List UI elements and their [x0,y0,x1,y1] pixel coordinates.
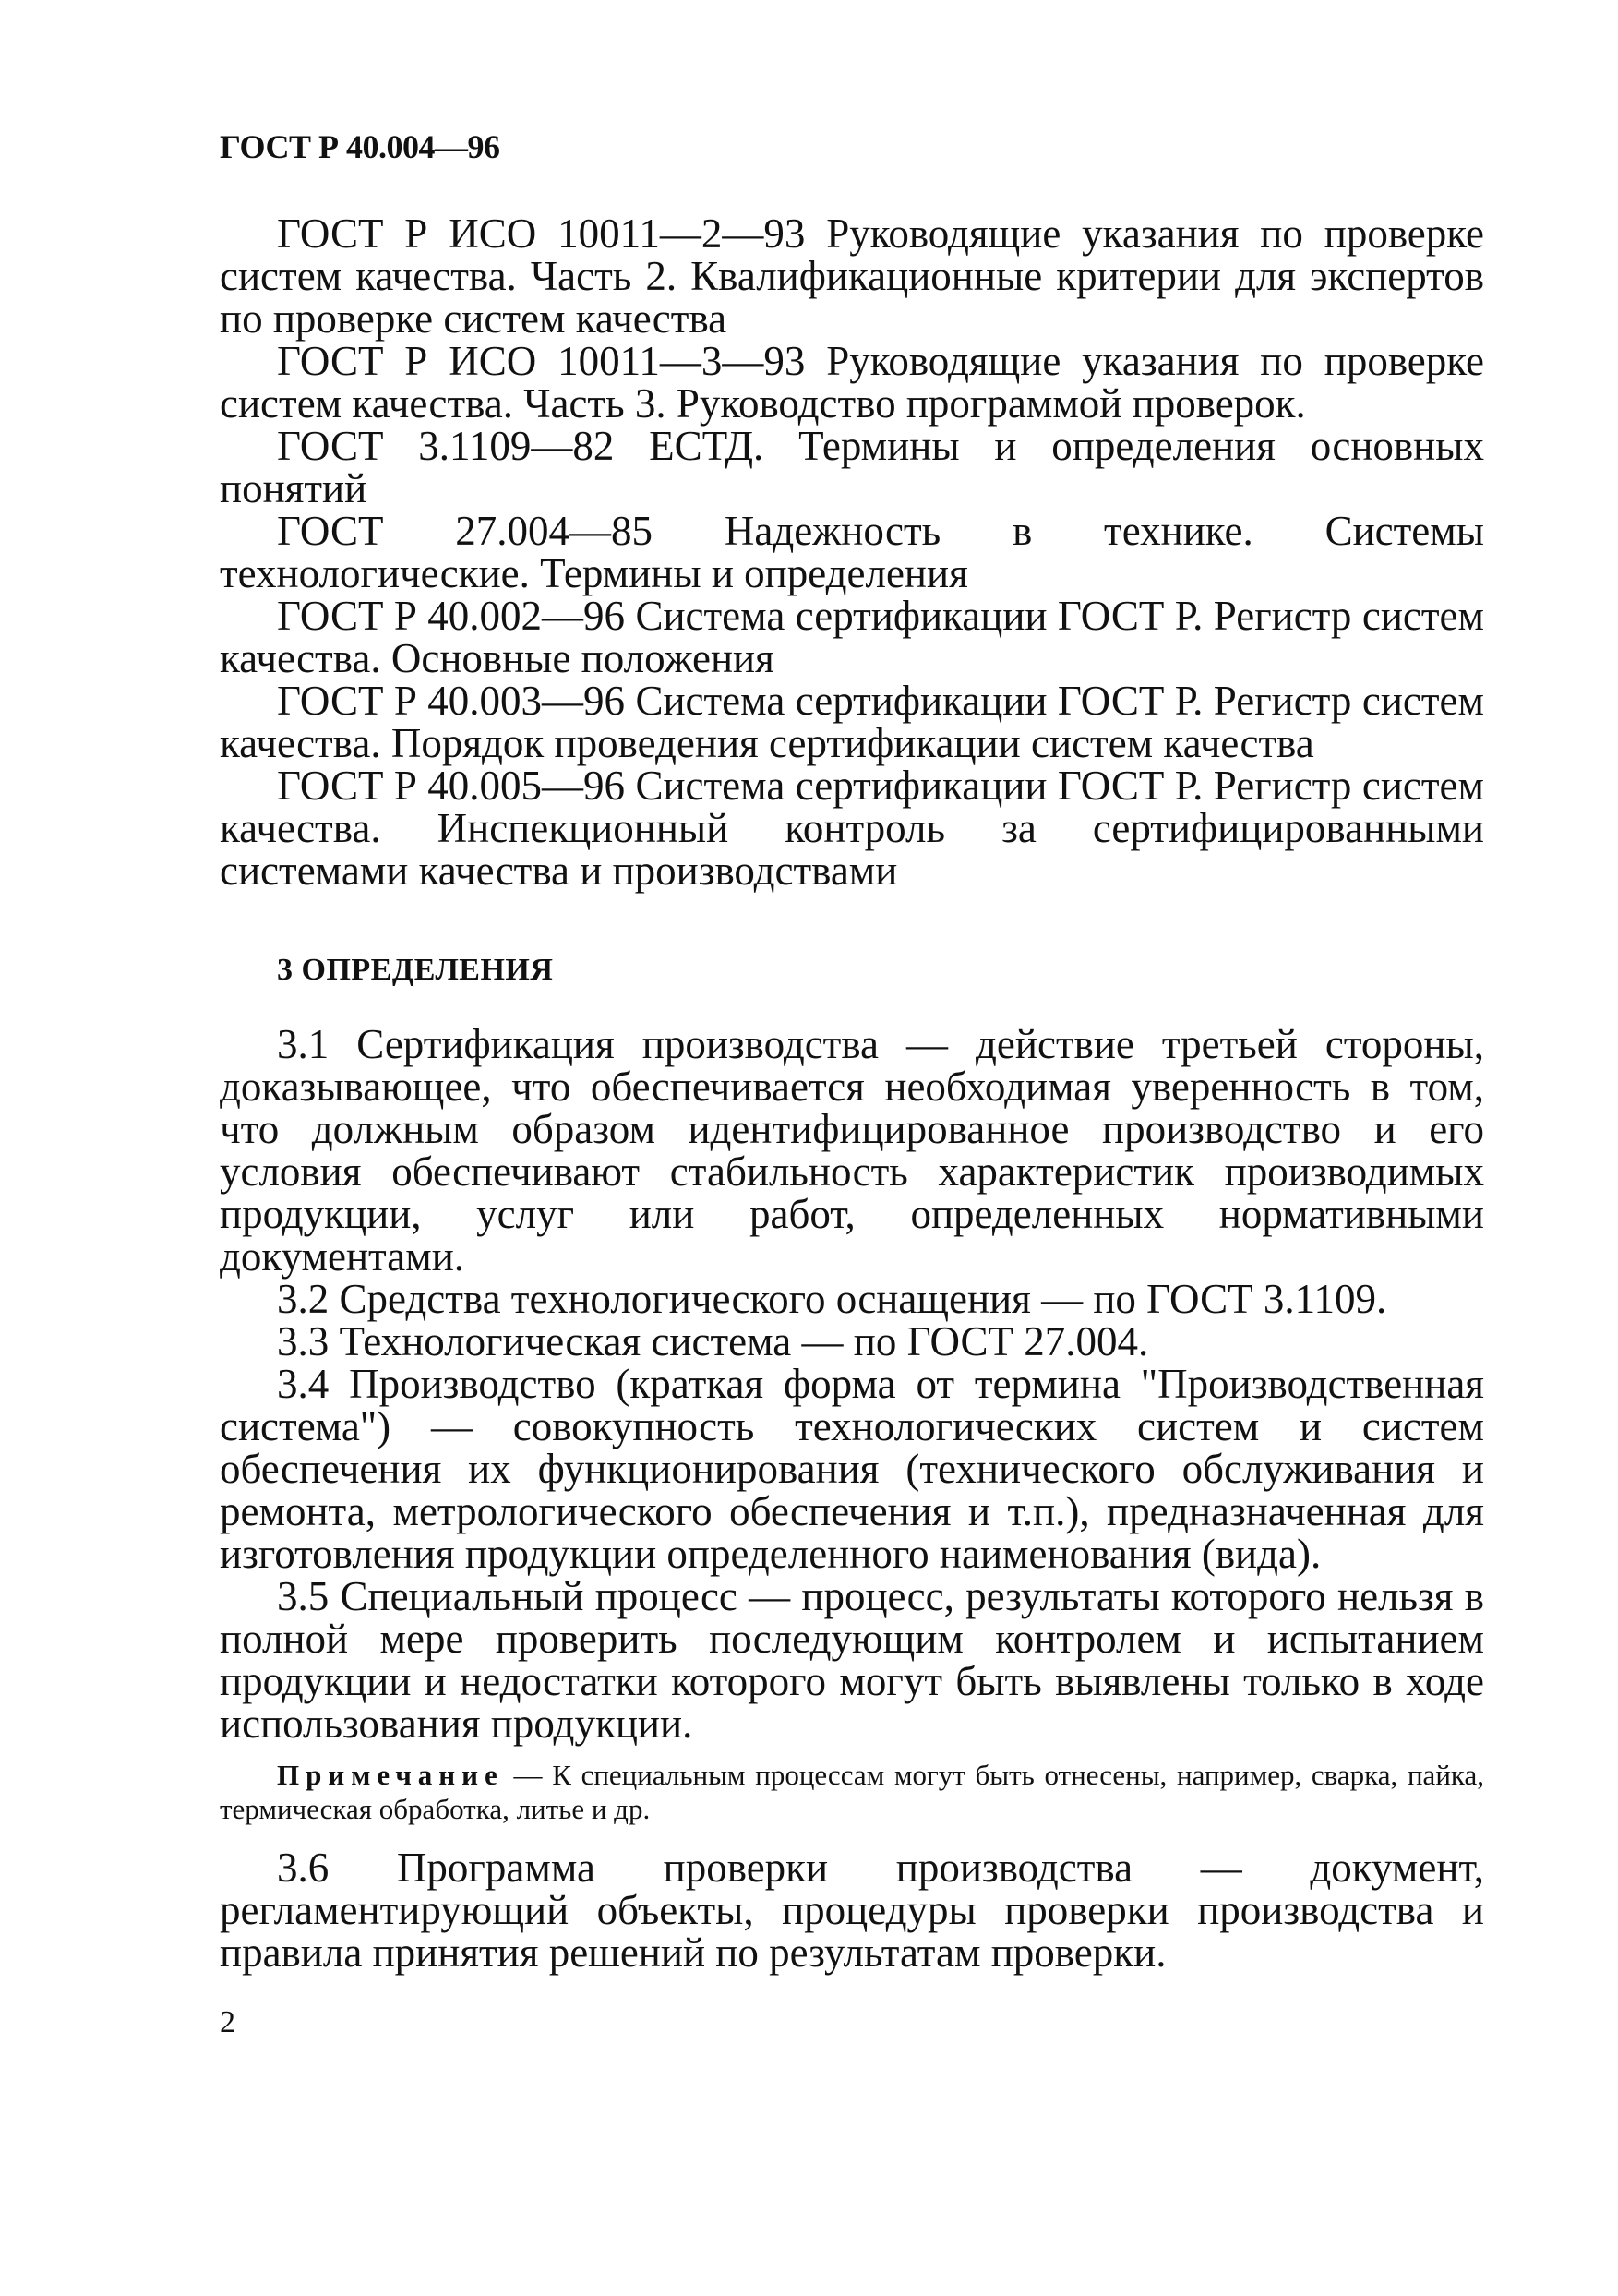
definition-item: 3.3 Технологическая система — по ГОСТ 27.004. [277,1318,1149,1364]
page-number: 2 [220,2005,235,2039]
definition-item: 3.6 Программа проверки производства — документ, регламентирующий объекты, процедуры проверки производства и правила принятия решений по результатам проверки. [220,1845,1484,1976]
definition-item: 3.4 Производство (краткая форма от термина "Производственная система") — совокупность технологических систем и систем обеспечения их функционирования (технического обслуживания и ремонта, метрологического обеспечения и т.п.), предназначенная для изготовления продукции определенного наименования (вида). [220,1361,1484,1577]
definitions-list [220,1023,1484,1974]
reference-item: ГОСТ Р ИСО 10011—2—93 Руководящие указания по проверке систем качества. Часть 2. Квалификационные критерии для экспертов по проверке систем качества [220,210,1484,342]
definition-item: 3.2 Средства технологического оснащения — по ГОСТ 3.1109. [277,1276,1387,1322]
note-text: — К специальным процессам могут быть отнесены, например, сварка, пайка, термическая обработка, литье и др. [220,1759,1485,1825]
note-label: Примечание [277,1759,504,1791]
normative-references [220,212,1484,892]
reference-item: ГОСТ Р 40.003—96 Система сертификации ГОСТ Р. Регистр систем качества. Порядок проведения сертификации систем качества [220,678,1484,766]
note [220,1758,1484,1826]
reference-item: ГОСТ Р 40.002—96 Система сертификации ГОСТ Р. Регистр систем качества. Основные положения [220,593,1484,681]
reference-item: ГОСТ 27.004—85 Надежность в технике. Системы технологические. Термины и определения [220,508,1484,596]
document-header-code: ГОСТ Р 40.004—96 [220,128,500,165]
reference-item: ГОСТ 3.1109—82 ЕСТД. Термины и определения основных понятий [220,423,1484,511]
definition-item: 3.5 Специальный процесс — процесс, результаты которого нельзя в полной мере проверить последующим контролем и испытанием продукции и недостатки которого могут быть выявлены только в ходе использования продукции. [220,1573,1484,1747]
reference-item: ГОСТ Р 40.005—96 Система сертификации ГОСТ Р. Регистр систем качества. Инспекционный контроль за сертифицированными системами качества и производствами [220,763,1484,894]
definition-item: 3.1 Сертификация производства — действие третьей стороны, доказывающее, что обеспечивается необходимая уверенность в том, что должным образом идентифицированное производство и его условия обеспечивают стабильность характеристик производимых продукции, услуг или работ, определенных нормативными документами. [220,1021,1484,1280]
section-title: 3 ОПРЕДЕЛЕНИЯ [277,953,554,987]
reference-item: ГОСТ Р ИСО 10011—3—93 Руководящие указания по проверке систем качества. Часть 3. Руководство программой проверок. [220,338,1484,427]
